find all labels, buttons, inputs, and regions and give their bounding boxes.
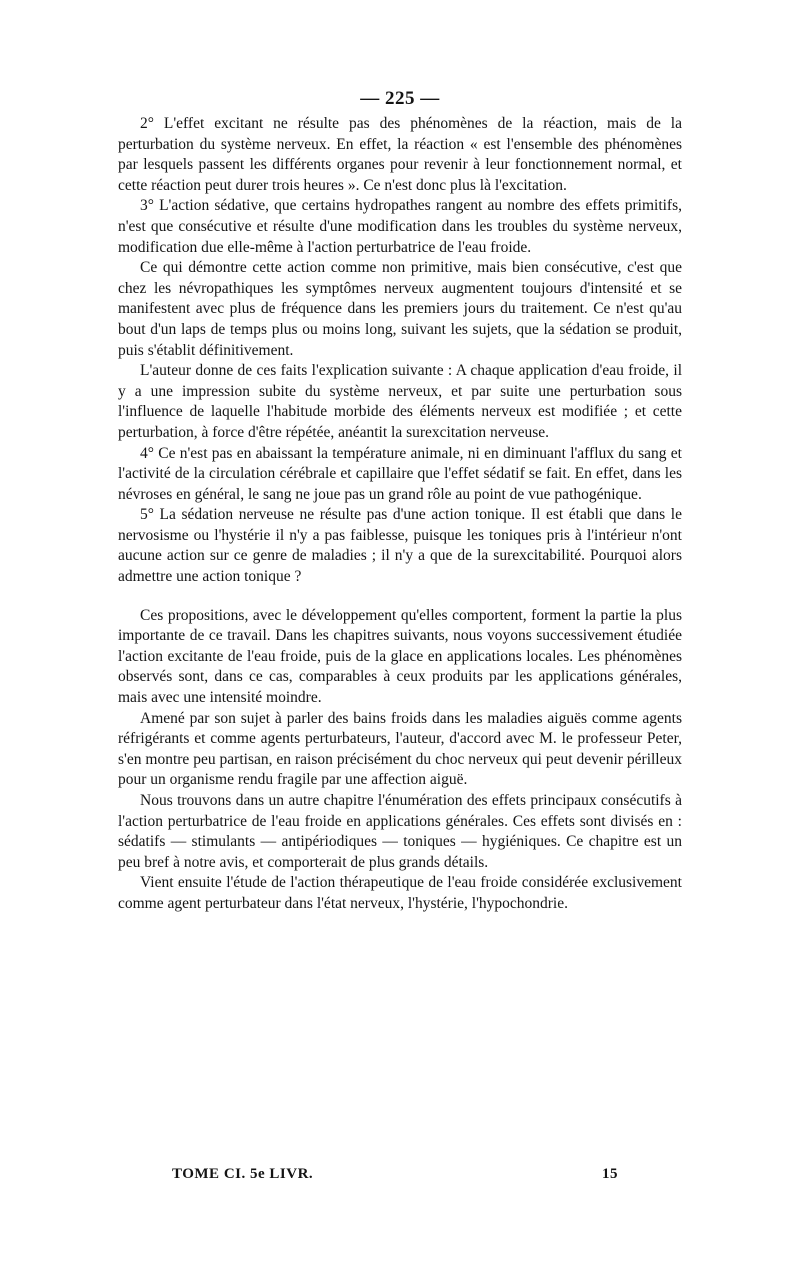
paragraph-action-tonique: 5° La sédation nerveuse ne résulte pas d'une action tonique. Il est établi que dans le nervosisme ou l'hystérie il n'y a pas faiblesse, puisque les toniques pris à l'intérieur n'ont aucune action sur ce genre de maladies ; il n'y a que de la surexcitabilité. Pourquoi alors admettre une action tonique ? (118, 506, 682, 586)
page-footer (172, 1166, 618, 1183)
volume-label: TOME CI. 5e LIVR. (172, 1166, 314, 1182)
paragraph-demonstration: Ce qui démontre cette action comme non primitive, mais bien consécutive, c'est que chez les névropathiques les symptômes nerveux augmentent toujours d'intensité et se manifestent avec plus de fréquence dans les premiers jours du traitement. Ce n'est qu'au bout d'un laps de temps plus ou moins long, suivant les sujets, que la sédation se produit, puis s'établit définitivement. (118, 259, 682, 359)
page-content (118, 84, 682, 915)
paragraph-action-sedative: 3° L'action sédative, que certains hydropathes rangent au nombre des effets primitifs, n'est que consécutive et résulte d'une modification dans les troubles du système nerveux, modification due elle-même à l'action perturbatrice de l'eau froide. (118, 197, 682, 256)
paragraph-bains-froids: Amené par son sujet à parler des bains froids dans les maladies aiguës comme agents réfrigérants et comme agents perturbateurs, l'auteur, d'accord avec M. le professeur Peter, s'en montre peu partisan, en raison précisément du choc nerveux qui peut devenir périlleux pour un organisme rendu fragile par une affection aiguë. (118, 709, 682, 789)
paragraph-effet-excitant: 2° L'effet excitant ne résulte pas des phénomènes de la réaction, mais de la perturbation du système nerveux. En effet, la réaction « est l'ensemble des phénomènes par lesquels passent les différents organes pour revenir à leur fonctionnement normal, et cette réaction peut durer trois heures ». Ce n'est donc plus là l'excitation. (118, 115, 682, 194)
paragraph-propositions: Ces propositions, avec le développement qu'elles comportent, forment la partie la plus importante de ce travail. Dans les chapitres suivants, nous voyons successivement étudiée l'action excitante de l'eau froide, puis de la glace en applications locales. Les phénomènes observés sont, dans ce cas, comparables à ceux produits par les applications générales, mais avec une intensité moindre. (118, 606, 682, 707)
paragraph-effets-principaux: Nous trouvons dans un autre chapitre l'énumération des effets principaux consécutifs à l'action perturbatrice de l'eau froide en applications générales. Ces effets sont divisés en : sédatifs — stimulants — antipériodiques — toniques — hygiéniques. Ce chapitre est un peu bref à notre avis, et comporterait de plus grands détails. (118, 792, 682, 871)
signature-number: 15 (602, 1166, 618, 1182)
paragraph-explication: L'auteur donne de ces faits l'explication suivante : A chaque application d'eau froide, il y a une impression subite du système nerveux, et par suite une perturbation sous l'influence de laquelle l'habitude morbide des éléments nerveux est modifiée ; et cette perturbation, à force d'être répétée, anéantit la surexcitation nerveuse. (118, 362, 682, 441)
page-number: — 225 — (360, 88, 440, 109)
paragraph-temperature: 4° Ce n'est pas en abaissant la température animale, ni en diminuant l'afflux du sang et l'activité de la circulation cérébrale et capillaire que l'effet sédatif se fait. En effet, dans les névroses en général, le sang ne joue pas un grand rôle au point de vue pathogénique. (118, 444, 682, 503)
paragraph-action-therapeutique: Vient ensuite l'étude de l'action thérapeutique de l'eau froide considérée exclusivement comme agent perturbateur dans l'état nerveux, l'hystérie, l'hypochondrie. (118, 874, 682, 912)
